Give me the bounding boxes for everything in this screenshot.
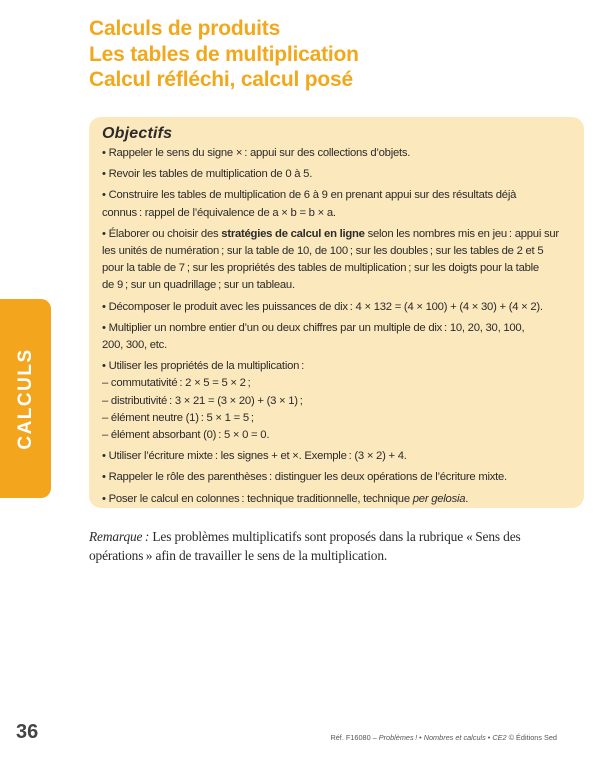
- page-title: Calculs de produits: [89, 17, 281, 40]
- objectives-list: [102, 145, 572, 508]
- objective-item: [102, 448, 572, 465]
- page-number: 36: [16, 721, 39, 743]
- objectives-box: [89, 117, 584, 508]
- footer-book-title: Problèmes !: [378, 733, 418, 742]
- objective-text: • Utiliser l’écriture mixte : les signes + et ×. Exemple : (3 × 2) + 4.: [102, 450, 407, 463]
- objective-text: les unités de numération ; sur la table de 10, de 100 ; sur les doubles ; sur les tables de 2 et 5: [102, 245, 544, 258]
- objective-item: [102, 187, 572, 221]
- objective-text: • Décomposer le produit avec les puissances de dix : 4 × 132 = (4 × 100) + (4 × 30) + (4 × 2).: [102, 300, 543, 313]
- objective-text-start: • Élaborer ou choisir des: [102, 227, 222, 240]
- objective-text: [102, 491, 572, 508]
- objective-text: 200, 300, etc.: [102, 339, 167, 352]
- objective-item: [102, 491, 572, 508]
- remark-lead: Remarque :: [89, 529, 150, 544]
- objective-text: de 9 ; sur un quadrillage ; sur un tableau.: [102, 279, 295, 292]
- footer-separator: •: [485, 733, 493, 742]
- objective-text: • Construire les tables de multiplication de 6 à 9 en prenant appui sur des résultats déjà: [102, 189, 517, 202]
- objective-text-end: selon les nombres mis en jeu : appui sur: [364, 227, 559, 240]
- objective-item: [102, 320, 572, 354]
- remark-line: [89, 527, 587, 546]
- remark-text: Les problèmes multiplicatifs sont proposés dans la rubrique « Sens des: [149, 529, 521, 544]
- objective-text: • Utiliser les propriétés de la multiplication :: [102, 360, 305, 373]
- objective-text: – élément neutre (1) : 5 × 1 = 5 ;: [102, 411, 254, 424]
- title-block: [89, 16, 569, 93]
- section-tab: [0, 299, 51, 498]
- footer-publisher: © Éditions Sed: [506, 733, 557, 742]
- page-subtitle-2: Calcul réfléchi, calcul posé: [89, 68, 354, 91]
- objective-item: [102, 469, 572, 486]
- objectives-heading: Objectifs: [102, 125, 173, 142]
- objective-text: • Rappeler le sens du signe × : appui sur des collections d’objets.: [102, 147, 411, 159]
- objective-text: pour la table de 7 ; sur les propriétés des tables de multiplication ; sur les doigts pour la table: [102, 262, 539, 275]
- objective-text: [102, 226, 572, 243]
- section-tab-label: CALCULS: [14, 347, 36, 450]
- objective-text: connus : rappel de l’équivalence de a × b = b × a.: [102, 206, 336, 219]
- page-subtitle-1: Les tables de multiplication: [89, 42, 359, 66]
- remark-paragraph: [89, 527, 587, 565]
- remark-line: opérations » afin de travailler le sens de la multiplication.: [89, 548, 388, 563]
- objective-text: • Revoir les tables de multiplication de 0 à 5.: [102, 168, 313, 181]
- footer-subject: Nombres et calculs: [423, 733, 486, 742]
- objective-emphasis: stratégies de calcul en ligne: [221, 227, 365, 240]
- objective-text: – élément absorbant (0) : 5 × 0 = 0.: [102, 429, 270, 442]
- objective-text: – commutativité : 2 × 5 = 5 × 2 ;: [102, 377, 251, 390]
- objective-item: [102, 358, 572, 444]
- objective-text-end: .: [465, 492, 469, 505]
- objective-text-start: • Poser le calcul en colonnes : technique traditionnelle, technique: [102, 492, 413, 505]
- objective-item: [102, 226, 572, 295]
- objective-item: [102, 166, 572, 183]
- objective-text: – distributivité : 3 × 21 = (3 × 20) + (3 × 1) ;: [102, 394, 303, 407]
- footer-ref-prefix: Réf. F16080 –: [330, 733, 379, 742]
- objective-item: [102, 145, 572, 162]
- footer-separator: •: [417, 733, 424, 742]
- footer-reference: [330, 733, 557, 742]
- objective-emphasis: per gelosia: [412, 492, 466, 505]
- objective-item: [102, 299, 572, 316]
- footer-level: CE2: [492, 733, 507, 742]
- objective-text: • Rappeler le rôle des parenthèses : distinguer les deux opérations de l’écriture mixte.: [102, 471, 507, 484]
- objective-text: • Multiplier un nombre entier d’un ou deux chiffres par un multiple de dix : 10, 20, 30, 100,: [102, 321, 525, 334]
